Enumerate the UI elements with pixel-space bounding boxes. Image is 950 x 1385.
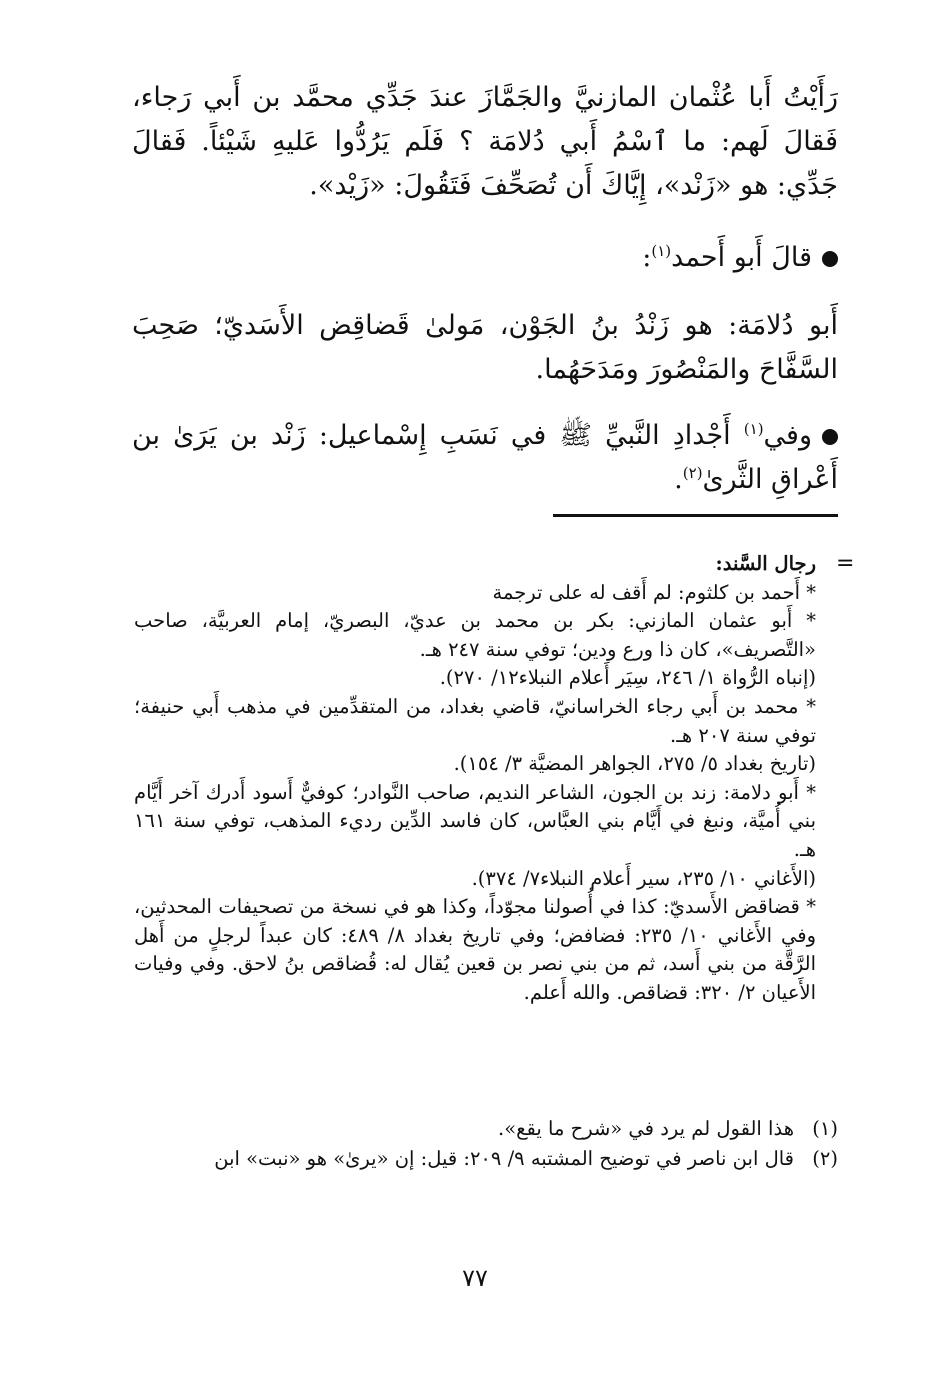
note-line: (تاريخ بغداد ٥/ ٢٧٥، الجواهر المضيَّة ٣/ ١٥٤). [453,752,816,776]
note-line: * أَبو دلامة: زند بن الجون، الشاعر النديم، صاحب النَّوادر؛ كوفيٌّ أَسود أَدرك آخر أَيَّام بني أُميَّة، ونبغ في أَيَّام بني العبَّاس، كان فاسد الدِّين رديء المذهب، توفي سنة ١٦١ هـ. [134,780,816,861]
note-line: * أَبو عثمان المازني: بكر بن محمد بن عديّ، البصريّ، إمام العربيَّة، صاحب «التَّصريف»، كان ذا ورع ودين؛ توفي سنة ٢٤٧ هـ. [134,609,816,661]
paragraph-text-middle: أَجْدادِ النَّبيِّ ﷺ في نَسَبِ إِسْماعيل: زَنْد بن يَرَىٰ بن أَعْراقِ الثَّرىٰ [132,420,838,495]
note-line: * محمد بن أَبي رجاء الخراسانيّ، قاضي بغداد، من المتقدِّمين في مذهب أَبي حنيفة؛ توفي سنة ٢٠٧ هـ. [134,694,816,747]
continuation-mark: = [836,551,855,576]
paragraph-text-end: . [674,464,683,495]
footnote-separator-rule [553,514,838,517]
bullet-icon [822,251,838,267]
footnote-2 [134,1144,838,1174]
paragraph-text: رَأَيْتُ أَبا عُثْمان المازنيَّ والجَمَّازَ عندَ جَدِّي محمَّد بن أَبي رَجاء، فَقالَ لَهم: ما ٱسْمُ أَبي دُلامَة ؟ فَلَم يَرُدُّوا عَليهِ شَيْئاً. فَقالَ جَدِّي: هو «زَنْد»، إِيَّاكَ أَن تُصَحِّفَ فَتَقُولَ: «زَيْد». [132,82,838,201]
footnote-ref: (١) [743,420,764,438]
paragraph-text: أَبو دُلامَة: هو زَنْدُ بنُ الجَوْن، مَولىٰ قَضاقِض الأَسَديّ؛ صَحِبَ السَّفَّاحَ والمَنْصُورَ ومَدَحَهُما. [132,310,838,385]
footnote-1 [134,1114,838,1144]
section-heading-abu-ahmad [132,236,838,280]
note-line: (الأَغاني ١٠/ ٢٣٥، سير أَعلام النبلاء٧/ ٣٧٤). [471,866,816,890]
footnote-number: (٢) [812,1147,838,1170]
paragraph-text-start: وفي [763,420,812,451]
footnote-text: قال ابن ناصر في توضيح المشتبه ٩/ ٢٠٩: قيل: إن «يرىٰ» هو «نبت» ابن [214,1147,794,1170]
footnote-number: (١) [812,1117,838,1140]
note-line: * أَحمد بن كلثوم: لم أَقف له على ترجمة [492,580,816,604]
narrators-notes [134,550,816,1008]
page-number: ٧٧ [462,1264,488,1292]
notes-heading: رجال السَّند: [715,552,816,575]
main-paragraph-2 [132,304,838,392]
note-line: (إنباه الرُّواة ١/ ٢٤٦، سِيَر أَعلام النبلاء١٢/ ٢٧٠). [439,666,816,690]
heading-colon: : [642,242,652,273]
bullet-icon [822,429,838,445]
main-paragraph-1 [132,76,838,208]
footnote-ref: (١) [651,242,672,260]
note-line: * قضاقض الأَسديّ: كذا في أُصولنا مجوّداً، وكذا هو في نسخة من تصحيفات المحدثين، وفي الأَغاني ١٠/ ٢٣٥: فضافض؛ وفي تاريخ بغداد ٨/ ٤٨٩: كان عبداً لرجلٍ من أَهل الرَّقَّة من بني أَسد، ثم من بني نصر بن قعين يُقال له: قُضاقص بنُ لاحق. وفي وفيات الأَعيان ٢/ ٣٢٠: قضاقص. والله أَعلم. [134,895,817,1004]
main-paragraph-3 [132,414,838,502]
footnote-text: هذا القول لم يرد في «شرح ما يقع». [498,1117,794,1140]
heading-text: قالَ أَبو أَحمد [671,242,812,273]
footnote-ref: (٢) [682,464,703,482]
footnotes [134,1114,838,1174]
